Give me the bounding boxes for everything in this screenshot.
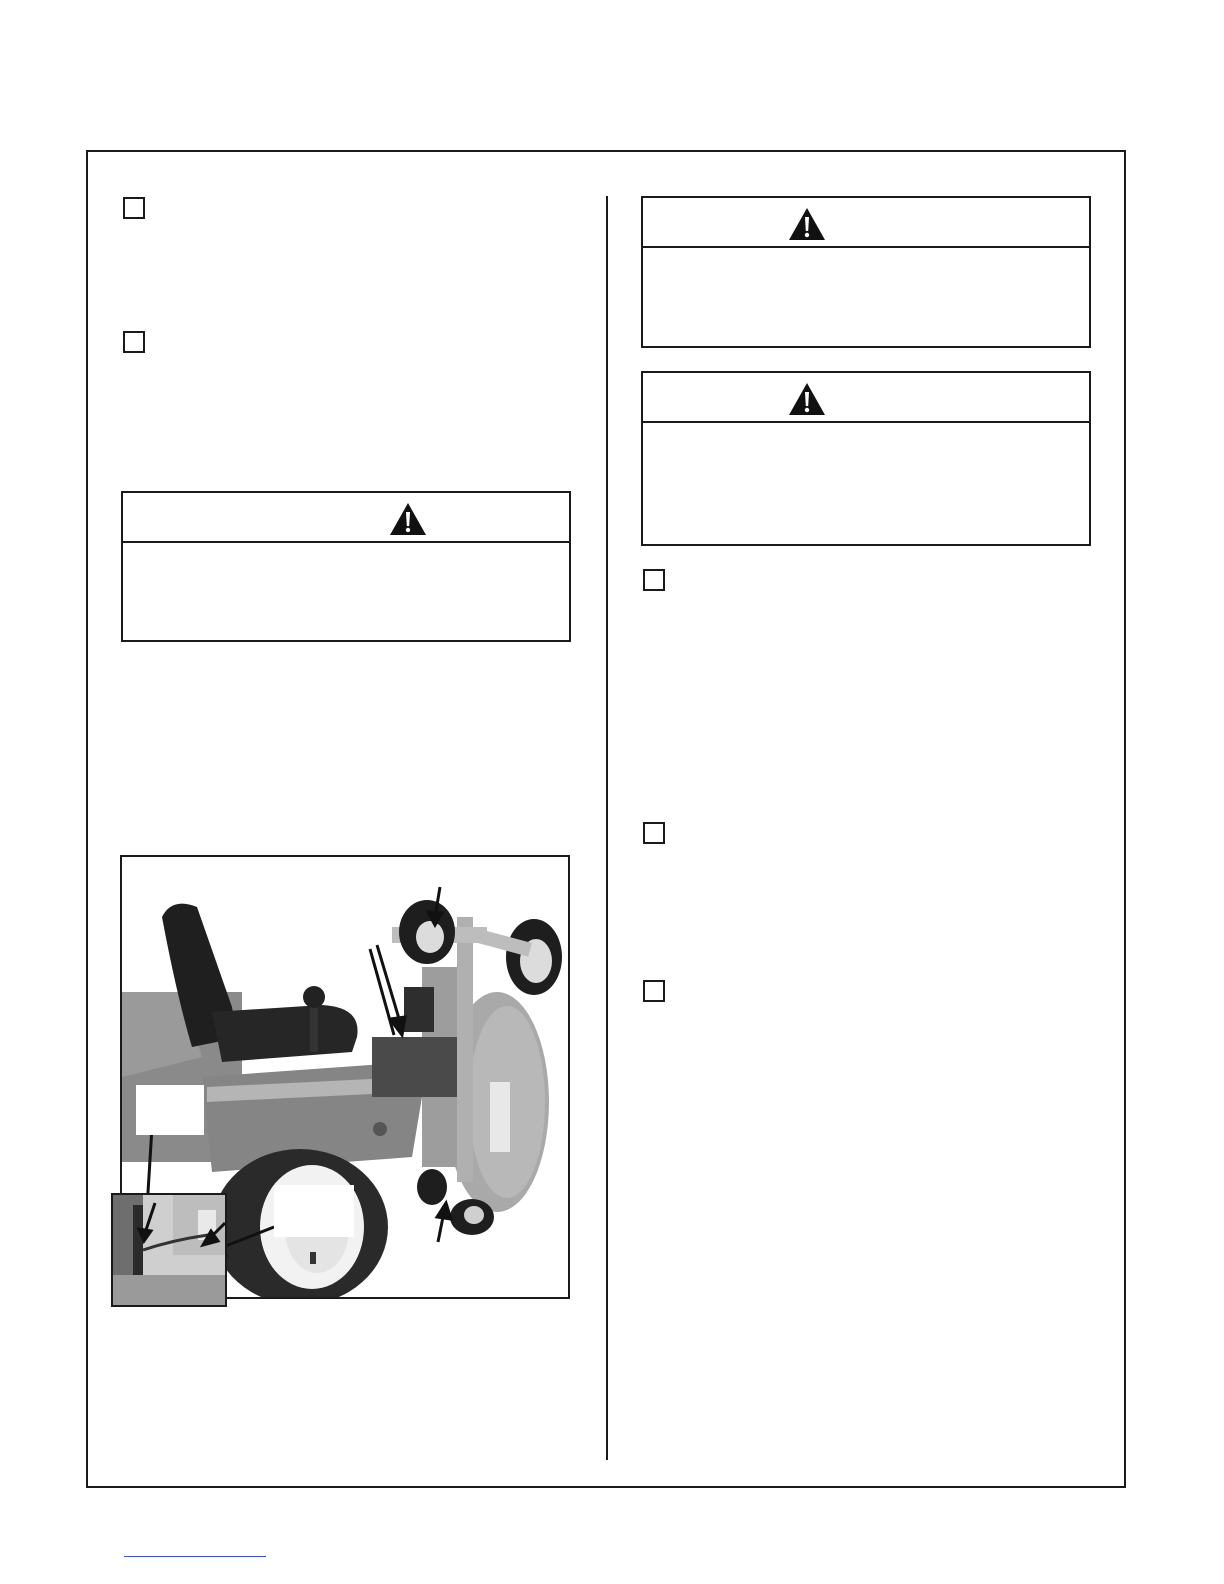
warning-box-1 — [121, 491, 571, 642]
step-checkbox-1[interactable] — [123, 197, 145, 219]
step-checkbox-4[interactable] — [643, 822, 665, 844]
warning-header — [123, 493, 569, 543]
warning-body — [135, 549, 557, 632]
footer-link[interactable] — [124, 1556, 266, 1557]
warning-triangle-icon — [788, 382, 826, 416]
warning-body — [655, 254, 1077, 338]
warning-body — [655, 429, 1077, 536]
step-checkbox-3[interactable] — [643, 569, 665, 591]
callout-label-box-1 — [136, 1085, 204, 1135]
step-checkbox-2[interactable] — [123, 331, 145, 353]
warning-header — [643, 373, 1089, 423]
inset-photo — [113, 1195, 225, 1305]
warning-triangle-icon — [389, 502, 427, 536]
warning-box-3 — [641, 371, 1091, 546]
step-checkbox-5[interactable] — [643, 980, 665, 1002]
warning-triangle-icon — [788, 207, 826, 241]
warning-box-2 — [641, 196, 1091, 348]
callout-label-box-2 — [274, 1185, 354, 1237]
column-divider — [606, 196, 608, 1460]
warning-header — [643, 198, 1089, 248]
linkage-detail-inset — [111, 1193, 227, 1307]
